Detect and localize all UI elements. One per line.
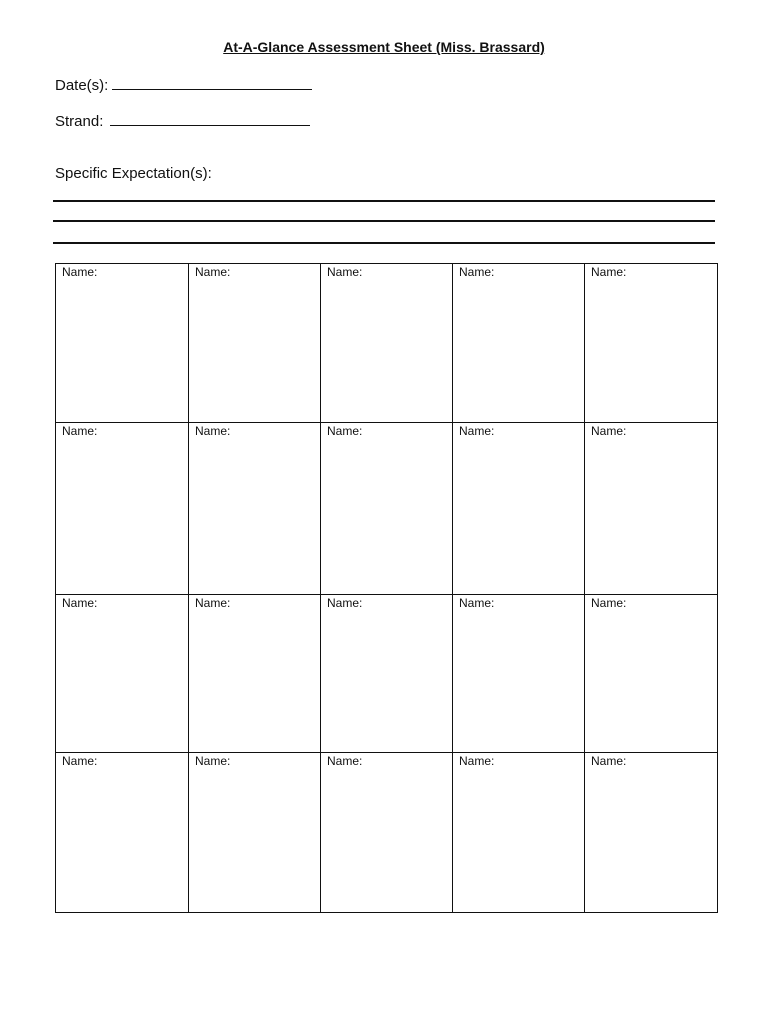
name-label: Name: [327,265,363,279]
student-cell[interactable] [453,595,585,753]
name-label: Name: [459,754,495,768]
student-cell[interactable] [189,595,321,753]
name-label: Name: [62,596,98,610]
strand-label: Strand: [55,113,104,130]
name-label: Name: [62,265,98,279]
grid-row [56,264,718,423]
student-grid [55,263,718,913]
strand-blank-line[interactable] [110,111,310,126]
student-cell[interactable] [585,423,718,595]
expectation-line-1[interactable] [53,200,715,202]
name-label: Name: [591,596,627,610]
student-cell[interactable] [189,753,321,913]
page-title: At-A-Glance Assessment Sheet (Miss. Brassard) [223,39,545,55]
student-cell[interactable] [321,264,453,423]
grid-row [56,753,718,913]
grid-row [56,423,718,595]
student-cell[interactable] [321,423,453,595]
name-label: Name: [327,596,363,610]
expectations-label: Specific Expectation(s): [55,165,212,182]
name-label: Name: [195,596,231,610]
student-cell[interactable] [585,264,718,423]
name-label: Name: [195,754,231,768]
student-cell[interactable] [453,264,585,423]
student-cell[interactable] [321,595,453,753]
student-cell[interactable] [56,753,189,913]
name-label: Name: [591,754,627,768]
name-label: Name: [459,265,495,279]
student-cell[interactable] [56,423,189,595]
student-cell[interactable] [585,595,718,753]
student-cell[interactable] [56,595,189,753]
dates-label: Date(s): [55,77,109,94]
student-cell[interactable] [189,423,321,595]
student-cell[interactable] [189,264,321,423]
grid-row [56,595,718,753]
name-label: Name: [459,424,495,438]
expectation-line-2[interactable] [53,220,715,222]
name-label: Name: [62,424,98,438]
expectations-field [55,165,212,183]
name-label: Name: [62,754,98,768]
student-cell[interactable] [453,423,585,595]
name-label: Name: [459,596,495,610]
dates-blank-line[interactable] [112,75,312,90]
student-cell[interactable] [585,753,718,913]
strand-field [55,111,310,131]
name-label: Name: [591,265,627,279]
name-label: Name: [591,424,627,438]
student-cell[interactable] [56,264,189,423]
student-cell[interactable] [453,753,585,913]
student-cell[interactable] [321,753,453,913]
name-label: Name: [327,424,363,438]
name-label: Name: [195,424,231,438]
expectation-line-3[interactable] [53,242,715,244]
name-label: Name: [195,265,231,279]
name-label: Name: [327,754,363,768]
dates-field [55,75,312,95]
